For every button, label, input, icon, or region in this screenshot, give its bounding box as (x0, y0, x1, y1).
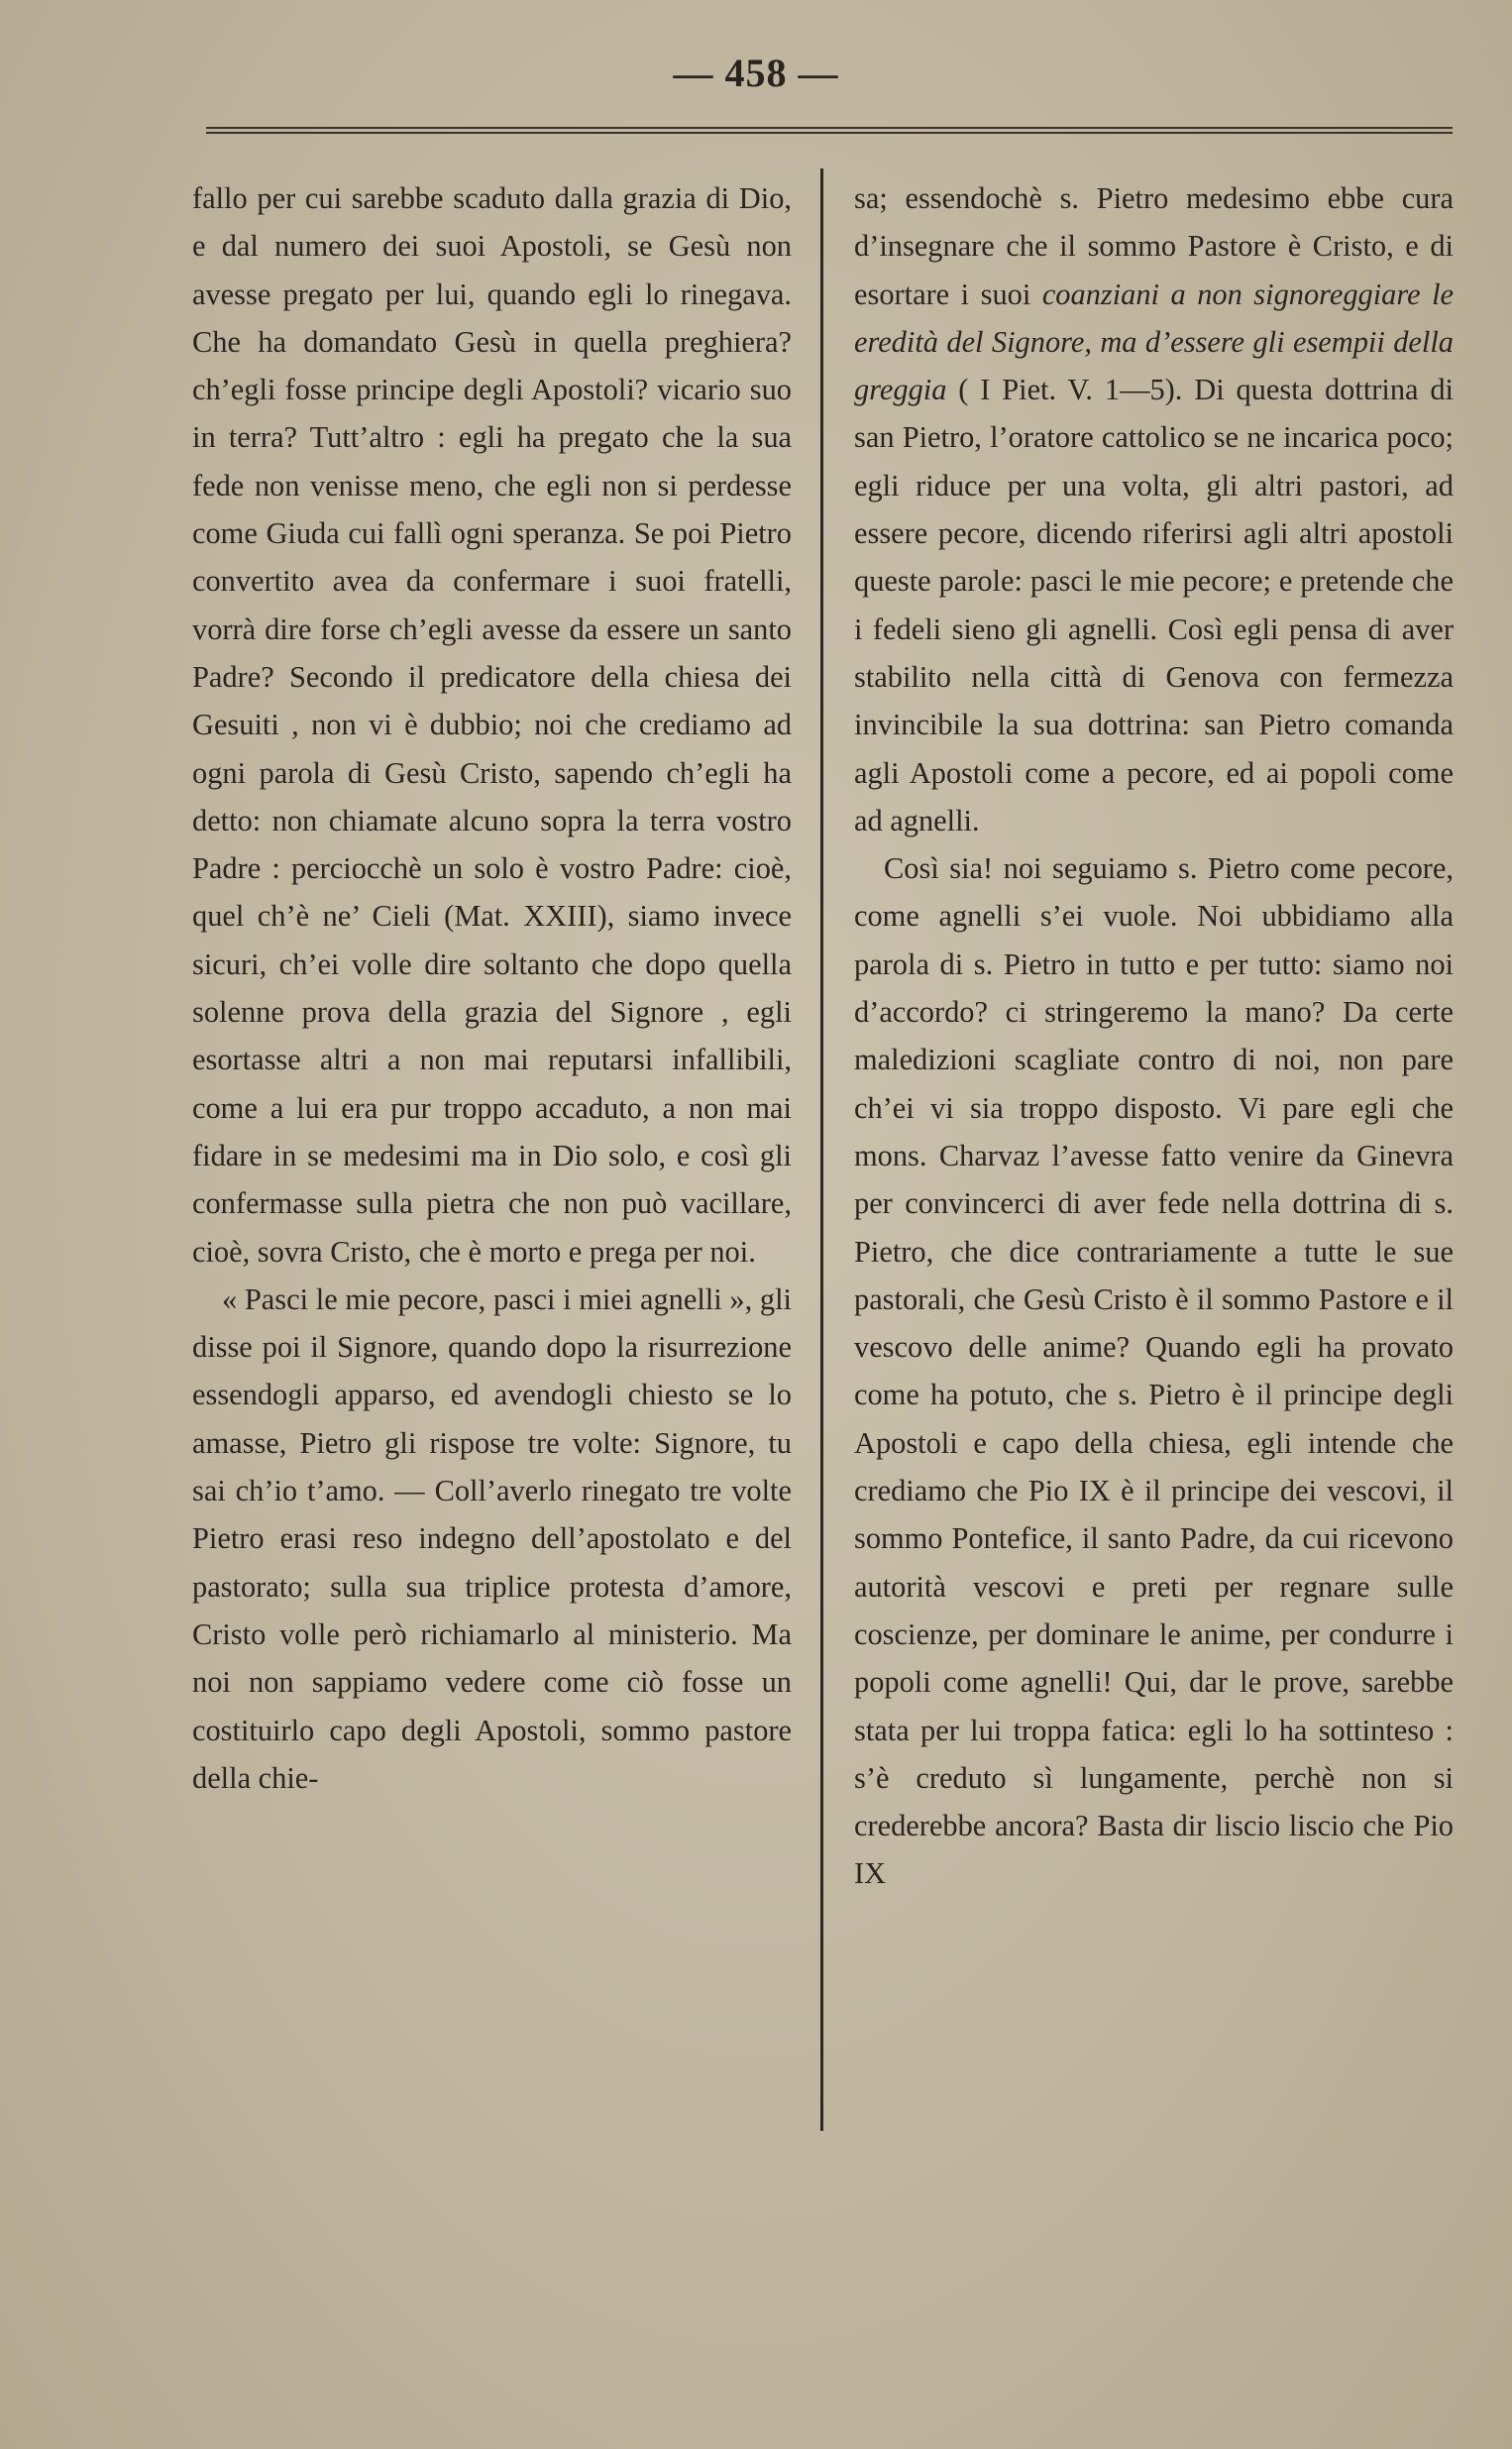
left-paragraph-1: fallo per cui sarebbe scaduto dalla grazia di Dio, e dal numero dei suoi Apostoli, se Gesù non avesse pregato per lui, quando egli lo rinegava. Che ha domandato Gesù in quella preghiera? ch’egli fosse principe degli Apostoli? vicario suo in terra? Tutt’altro : egli ha pregato che la sua fede non venisse meno, che egli non si perdesse come Giuda cui fallì ogni speranza. Se poi Pietro convertito avea da confermare i suoi fratelli, vorrà dire forse ch’egli avesse da essere un santo Padre? Secondo il predicatore della chiesa dei Gesuiti , non vi è dubbio; noi che crediamo ad ogni parola di Gesù Cristo, sapendo ch’egli ha detto: non chiamate alcuno sopra la terra vostro Padre : perciocchè un solo è vostro Padre: cioè, quel ch’è ne’ Cieli (Mat. XXIII), siamo invece sicuri, ch’ei volle dire soltanto che dopo quella solenne prova della grazia del Signore , egli esortasse altri a non mai reputarsi infallibili, come a lui era pur troppo accaduto, a non mai fidare in se medesimi ma in Dio solo, e così gli confermasse sulla pietra che non può vacillare, cioè, sovra Cristo, che è morto e prega per noi. (192, 181, 792, 1269)
column-divider (820, 168, 823, 2131)
right-paragraph-1-quote: coanziani a non signoreggiare le eredità del Signore, ma d’essere gli esempii della greggia (854, 277, 1454, 407)
right-paragraph-1-text-a: sa; essendochè s. Pietro medesimo ebbe cura d’insegnare che il sommo Pastore è Cristo, e di esortare i suoi (854, 181, 1454, 311)
right-paragraph-1 (854, 174, 1454, 844)
left-paragraph-2: « Pasci le mie pecore, pasci i miei agnelli », gli disse poi il Signore, quando dopo la risurrezione essendogli apparso, ed avendogli chiesto se lo amasse, Pietro gli rispose tre volte: Signore, tu sai ch’io t’amo. — Coll’averlo rinegato tre volte Pietro erasi reso indegno dell’apostolato e del pastorato; sulla sua triplice protesta d’amore, Cristo volle però richiamarlo al ministerio. Ma noi non sappiamo vedere come ciò fosse un costituirlo capo degli Apostoli, sommo pastore della chie- (192, 1281, 792, 1795)
right-column (854, 174, 1454, 1898)
right-paragraph-1-text-b: ( I Piet. V. 1—5). Di questa dottrina di san Pietro, l’oratore cattolico se ne incarica poco; egli riduce per una volta, gli altri pastori, ad essere pecore, dicendo riferirsi agli altri apostoli queste parole: pasci le mie pecore; e pretende che i fedeli sieno gli agnelli. Così egli pensa di aver stabilito nella città di Genova con fermezza invincibile la sua dottrina: san Pietro comanda agli Apostoli come a pecore, ed ai popoli come ad agnelli. (854, 373, 1454, 837)
left-column (192, 174, 792, 1802)
page-number: — 458 — (673, 51, 839, 95)
right-paragraph-2: Così sia! noi seguiamo s. Pietro come pecore, come agnelli s’ei vuole. Noi ubbidiamo alla parola di s. Pietro in tutto e per tutto: siamo noi d’accordo? ci stringeremo la mano? Da certe maledizioni scagliate contro di noi, non pare ch’ei vi sia troppo disposto. Vi pare egli che mons. Charvaz l’avesse fatto venire da Ginevra per convincerci di aver fede nella dottrina di s. Pietro, che dice contrariamente a tutte le sue pastorali, che Gesù Cristo è il sommo Pastore e il vescovo delle anime? Quando egli ha provato come ha potuto, che s. Pietro è il principe degli Apostoli e capo della chiesa, egli intende che crediamo che Pio IX è il principe dei vescovi, il sommo Pontefice, il santo Padre, da cui ricevono autorità vescovi e preti per regnare sulle coscienze, per dominare le anime, per condurre i popoli come agnelli! Qui, dar le prove, sarebbe stata per lui troppa fatica: egli lo ha sottinteso : s’è creduto sì lungamente, perchè non si crederebbe ancora? Basta dir liscio liscio che Pio IX (854, 851, 1454, 1891)
header-rule (206, 127, 1453, 134)
